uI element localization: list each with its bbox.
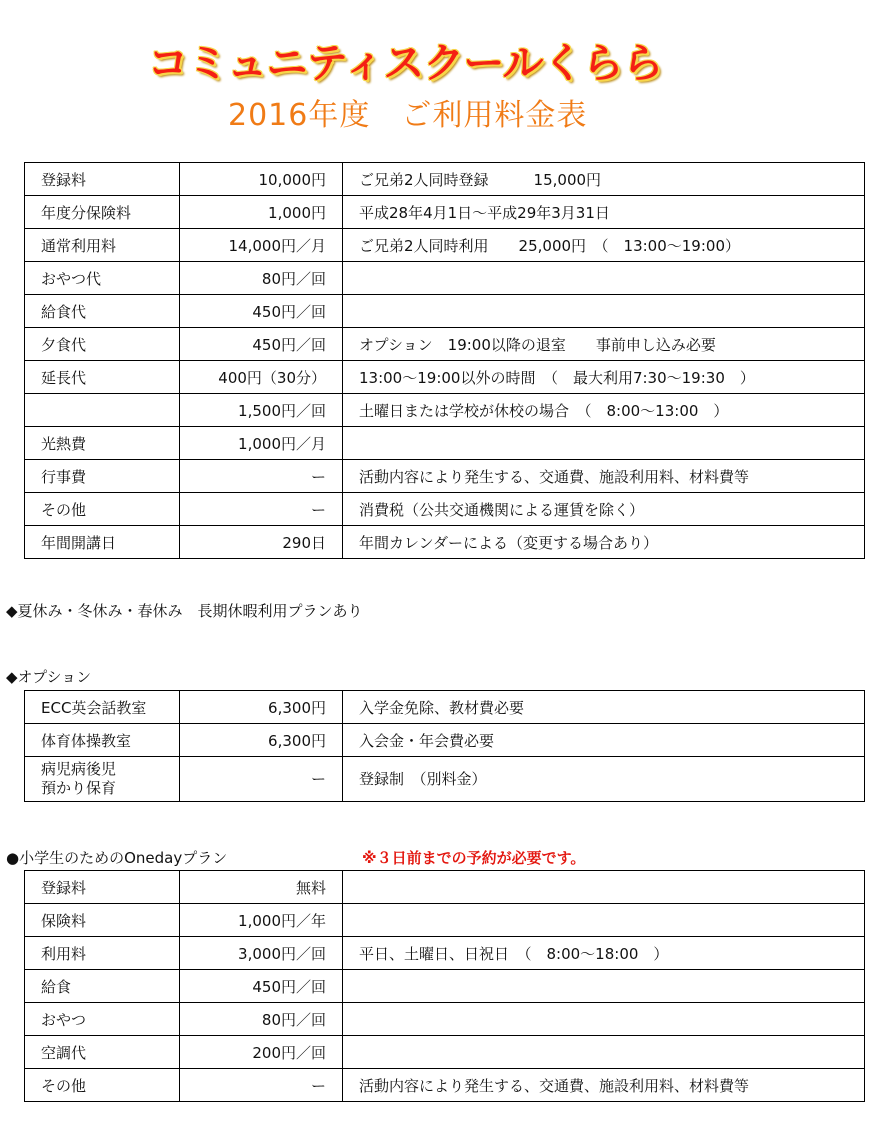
options-table <box>24 690 865 802</box>
price-cell: 6,300円 <box>180 691 343 724</box>
note-cell: 年間カレンダーによる（変更する場合あり） <box>343 526 865 559</box>
note-cell: 活動内容により発生する、交通費、施設利用料、材料費等 <box>343 1069 865 1102</box>
price-cell: ー <box>180 493 343 526</box>
item-cell: 給食 <box>25 970 180 1003</box>
table-row <box>25 970 865 1003</box>
item-cell: 登録料 <box>25 871 180 904</box>
price-cell: 無料 <box>180 871 343 904</box>
item-cell: 体育体操教室 <box>25 724 180 757</box>
item-cell: 光熱費 <box>25 427 180 460</box>
price-cell: 10,000円 <box>180 163 343 196</box>
note-cell: 登録制 （別料金） <box>343 757 865 802</box>
note-cell <box>343 970 865 1003</box>
price-cell: 400円（30分） <box>180 361 343 394</box>
note-cell <box>343 1003 865 1036</box>
item-cell: 年度分保険料 <box>25 196 180 229</box>
note-cell <box>343 262 865 295</box>
item-cell: 空調代 <box>25 1036 180 1069</box>
price-cell: 1,000円／月 <box>180 427 343 460</box>
price-cell: 290日 <box>180 526 343 559</box>
options-heading: ◆オプション <box>6 668 92 686</box>
holiday-plan-note: ◆夏休み・冬休み・春休み 長期休暇利用プランあり <box>6 602 363 620</box>
table-row <box>25 361 865 394</box>
price-cell: 450円／回 <box>180 328 343 361</box>
table-row <box>25 1003 865 1036</box>
item-cell: その他 <box>25 493 180 526</box>
item-cell: 通常利用料 <box>25 229 180 262</box>
table-row <box>25 871 865 904</box>
item-cell: その他 <box>25 1069 180 1102</box>
note-cell: 平成28年4月1日～平成29年3月31日 <box>343 196 865 229</box>
price-cell: 1,000円／年 <box>180 904 343 937</box>
table-row <box>25 526 865 559</box>
price-cell: 80円／回 <box>180 262 343 295</box>
table-row <box>25 460 865 493</box>
table-row <box>25 262 865 295</box>
price-cell: 450円／回 <box>180 295 343 328</box>
note-cell <box>343 871 865 904</box>
item-cell: 行事費 <box>25 460 180 493</box>
item-cell: おやつ <box>25 1003 180 1036</box>
price-cell: 80円／回 <box>180 1003 343 1036</box>
price-cell: ー <box>180 460 343 493</box>
note-cell: ご兄弟2人同時利用 25,000円 （ 13:00～19:00） <box>343 229 865 262</box>
table-row <box>25 427 865 460</box>
note-cell: 平日、土曜日、日祝日 （ 8:00～18:00 ） <box>343 937 865 970</box>
note-cell: 入会金・年会費必要 <box>343 724 865 757</box>
fee-table <box>24 162 865 559</box>
table-row <box>25 937 865 970</box>
table-row <box>25 328 865 361</box>
item-cell: 夕食代 <box>25 328 180 361</box>
price-cell: 3,000円／回 <box>180 937 343 970</box>
note-cell: ご兄弟2人同時登録 15,000円 <box>343 163 865 196</box>
item-cell: 病児病後児 預かり保育 <box>25 757 180 802</box>
price-cell: ー <box>180 757 343 802</box>
note-cell: 活動内容により発生する、交通費、施設利用料、材料費等 <box>343 460 865 493</box>
note-cell: 土曜日または学校が休校の場合 （ 8:00～13:00 ） <box>343 394 865 427</box>
note-cell: 13:00～19:00以外の時間 （ 最大利用7:30～19:30 ） <box>343 361 865 394</box>
oneday-table <box>24 870 865 1102</box>
price-cell: 1,000円 <box>180 196 343 229</box>
price-cell: 1,500円／回 <box>180 394 343 427</box>
price-cell: 450円／回 <box>180 970 343 1003</box>
note-cell <box>343 1036 865 1069</box>
note-cell <box>343 295 865 328</box>
table-row <box>25 163 865 196</box>
note-cell: 消費税（公共交通機関による運賃を除く） <box>343 493 865 526</box>
price-cell: 200円／回 <box>180 1036 343 1069</box>
page-title: コミュニティスクールくらら <box>147 39 663 87</box>
price-cell: 6,300円 <box>180 724 343 757</box>
table-row <box>25 196 865 229</box>
item-cell: 延長代 <box>25 361 180 394</box>
price-cell: ー <box>180 1069 343 1102</box>
item-cell: おやつ代 <box>25 262 180 295</box>
table-row <box>25 757 865 802</box>
table-row <box>25 724 865 757</box>
note-cell: オプション 19:00以降の退室 事前申し込み必要 <box>343 328 865 361</box>
item-cell: 登録料 <box>25 163 180 196</box>
note-cell: 入学金免除、教材費必要 <box>343 691 865 724</box>
item-cell: ECC英会話教室 <box>25 691 180 724</box>
table-row <box>25 691 865 724</box>
table-row <box>25 904 865 937</box>
table-row <box>25 1069 865 1102</box>
reservation-warning: ※３日前までの予約が必要です。 <box>362 849 586 867</box>
table-row <box>25 394 865 427</box>
table-row <box>25 1036 865 1069</box>
item-cell: 年間開講日 <box>25 526 180 559</box>
price-cell: 14,000円／月 <box>180 229 343 262</box>
item-cell: 給食代 <box>25 295 180 328</box>
oneday-heading: ●小学生のためのOnedayプラン <box>6 849 228 867</box>
note-cell <box>343 427 865 460</box>
table-row <box>25 229 865 262</box>
item-cell: 利用料 <box>25 937 180 970</box>
table-row <box>25 493 865 526</box>
note-cell <box>343 904 865 937</box>
page-subtitle: 2016年度 ご利用料金表 <box>228 98 588 133</box>
item-cell <box>25 394 180 427</box>
table-row <box>25 295 865 328</box>
item-cell: 保険料 <box>25 904 180 937</box>
